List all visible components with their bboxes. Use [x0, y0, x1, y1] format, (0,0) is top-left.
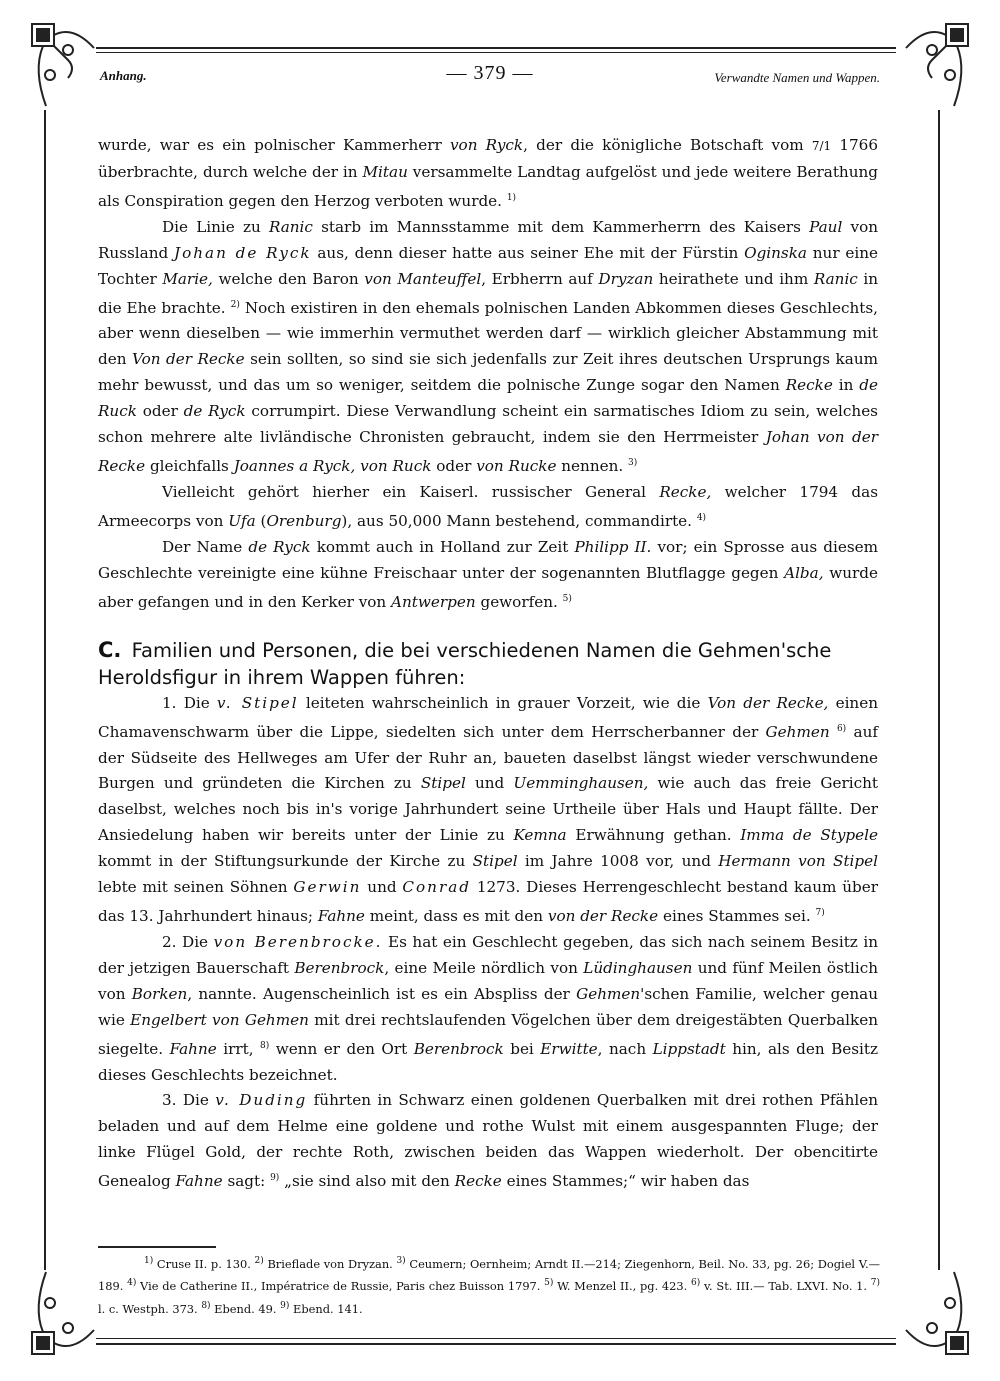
- text-run: 'schen Familie, welcher genau wie: [98, 984, 878, 1029]
- text-run: 1. Die: [162, 693, 217, 712]
- section-letter: C.: [98, 637, 122, 662]
- italic-text: de Ryck: [248, 537, 311, 556]
- italic-text: Dryzan: [598, 269, 654, 288]
- spaced-name: Johan de Ryck: [174, 243, 312, 262]
- paragraph: [98, 215, 878, 480]
- text-run: wurde aber gefangen und in den Kerker von: [98, 563, 878, 611]
- italic-text: von Rucke: [476, 457, 557, 476]
- spaced-name: v. Stipel: [216, 693, 299, 712]
- page-number: — 379 —: [446, 62, 534, 84]
- text-run: Ebend. 49.: [210, 1301, 281, 1316]
- section-heading: [98, 637, 878, 691]
- text-run: hin, als den Besitz dieses Geschlechts bezeichnet.: [98, 1039, 878, 1084]
- text-run: Vielleicht gehört hierher ein Kaiserl. russischer General: [162, 482, 660, 501]
- italic-text: Von der Recke,: [707, 693, 829, 712]
- text-run: aus, denn dieser hatte aus seiner Ehe mit der Fürstin: [311, 243, 745, 262]
- italic-text: Von der Recke: [132, 350, 245, 369]
- italic-text: von Manteuffel: [364, 269, 482, 288]
- header-right: Verwandte Namen und Wappen.: [714, 70, 880, 85]
- text-run: meint, dass es mit den: [364, 907, 548, 925]
- text-run: nennen.: [556, 457, 629, 476]
- text-run: Vie de Catherine II., Impératrice de Russie, Paris chez Buisson 1797.: [136, 1279, 545, 1294]
- italic-text: Berenbrock: [413, 1039, 504, 1058]
- text-run: welcher 1794 das Armeecorps von: [98, 482, 878, 530]
- text-run: sein sollten, so sind sie sich jedenfalls zur Zeit ihres deutschen Ursprungs kaum mehr bewusst, und das um so weniger, seitdem die polnische Zunge sogar den Namen: [98, 350, 878, 395]
- footnotes: [98, 1252, 880, 1319]
- footnote-ref: 7): [815, 907, 825, 918]
- paragraph: [98, 691, 878, 930]
- italic-text: Engelbert von Gehmen: [130, 1010, 309, 1029]
- italic-text: de Ryck: [183, 402, 246, 421]
- fraction: 7/1: [811, 139, 832, 153]
- italic-text: Ufa: [228, 511, 256, 530]
- italic-text: Hermann von Stipel: [718, 852, 878, 871]
- italic-text: Joannes a Ryck, von Ruck: [233, 457, 432, 476]
- text-run: oder: [136, 402, 184, 421]
- italic-text: Antwerpen: [391, 592, 476, 611]
- footnote-ref: 4): [127, 1278, 137, 1289]
- italic-text: von Ryck: [449, 136, 524, 154]
- ornament-corner-top-right: [902, 20, 972, 110]
- spaced-name: v. Duding: [215, 1091, 308, 1110]
- footnote-ref: 1): [144, 1256, 154, 1266]
- footnote-ref: 2): [230, 299, 240, 310]
- text-run: 2. Die: [162, 932, 214, 951]
- text-run: und: [465, 774, 514, 793]
- frame-top-rule: [96, 47, 896, 49]
- italic-text: Erwitte: [540, 1039, 598, 1058]
- italic-text: Fahne: [317, 907, 365, 925]
- footnote-ref: 6): [691, 1278, 701, 1289]
- text-run: und fünf Meilen östlich von: [98, 958, 878, 1003]
- italic-text: Ranic: [268, 217, 313, 236]
- footnote-ref: 4): [696, 512, 707, 523]
- ornament-corner-bottom-left: [28, 1268, 98, 1358]
- text-run: eines Stammes sei.: [658, 907, 816, 925]
- text-run: wurde, war es ein polnischer Kammerherr: [98, 136, 450, 154]
- text-run: geworfen.: [475, 592, 563, 611]
- italic-text: Oginska: [744, 243, 807, 262]
- paragraph: [98, 133, 878, 215]
- italic-text: Stipel: [472, 852, 518, 871]
- text-run: Erwähnung gethan.: [566, 826, 741, 845]
- text-run: bei: [503, 1039, 541, 1058]
- italic-text: Gehmen: [765, 722, 830, 741]
- section-heading-text: Familien und Personen, die bei verschiedenen Namen die Gehmen'sche Heroldsfigur in ihrem Wappen führen:: [98, 638, 832, 689]
- text-run: vor; ein Sprosse aus diesem Geschlechte vereinigte eine kühne Freischaar unter der sogenannten Blutflagge gegen: [98, 537, 879, 582]
- ornament-corner-top-left: [28, 20, 98, 110]
- italic-text: Marie,: [162, 269, 213, 288]
- text-run: sagt:: [222, 1172, 271, 1191]
- page-body: [98, 133, 878, 1195]
- text-run: in die Ehe brachte.: [98, 269, 879, 317]
- italic-text: von der Recke: [547, 907, 659, 925]
- text-run: Die Linie zu: [162, 217, 269, 236]
- italic-text: Lüdinghausen: [583, 958, 693, 977]
- text-run: ), aus 50,000 Mann bestehend, commandirte.: [341, 511, 697, 530]
- paragraph: [98, 480, 878, 535]
- text-run: (: [255, 511, 267, 530]
- text-run: auf der Südseite des Hellweges am Ufer der Ruhr an, baueten daselbst längst wieder verschwundene Burgen und gründeten die Kirchen zu: [98, 722, 878, 793]
- italic-text: Imma de Stypele: [740, 826, 878, 845]
- text-run: von Russland: [98, 217, 879, 262]
- italic-text: de Ruck: [98, 376, 879, 421]
- text-run: 3. Die: [162, 1091, 216, 1110]
- frame-bottom-rule-thin: [96, 1338, 896, 1339]
- italic-text: Berenbrock: [294, 958, 385, 977]
- text-run: Noch existiren in den ehemals polnischen Landen Abkommen dieses Geschlechts, aber wenn dieselben — wie immerhin vermuthet werden darf — wirklich gleicher Abstammung mit den: [98, 298, 878, 369]
- italic-text: Recke,: [659, 482, 712, 501]
- footnote-ref: 5): [544, 1278, 554, 1289]
- text-run: führten in Schwarz einen goldenen Querbalken mit drei rothen Pfählen beladen und auf dem Helme eine goldene und rothe Wulst mit einem ausgespannten Fluge; der linke Flügel Gold, der rechte Roth, zwischen beiden das Wappen wiederholt. Der obencitirte Genealog: [98, 1091, 878, 1191]
- italic-text: Orenburg: [266, 511, 342, 530]
- text-run: wenn er den Ort: [269, 1039, 414, 1058]
- frame-top-rule-thin: [96, 52, 896, 53]
- italic-text: Stipel: [420, 774, 466, 793]
- text-run: versammelte Landtag aufgelöst und jede weitere Berathung als Conspiration gegen den Herzog verboten wurde.: [98, 162, 878, 210]
- text-run: im Jahre 1008 vor, und: [517, 852, 719, 871]
- text-run: oder: [431, 457, 477, 476]
- spaced-name: Conrad: [402, 878, 471, 897]
- footnote-ref: 1): [506, 192, 517, 203]
- text-run: gleichfalls: [145, 457, 234, 476]
- paragraph: [98, 1088, 878, 1195]
- spaced-name: von Berenbrocke.: [213, 932, 383, 951]
- text-run: Ceumern; Oernheim; Arndt II.—214; Ziegenhorn, Beil. No. 33, pg. 26; Dogiel V.—189.: [98, 1256, 880, 1294]
- text-run: irrt,: [216, 1039, 260, 1058]
- text-run: Brieflade von Dryzan.: [263, 1256, 397, 1271]
- italic-text: Kemna: [513, 826, 567, 845]
- footnote-ref: 9): [270, 1173, 280, 1184]
- text-run: kommt auch in Holland zur Zeit: [310, 537, 575, 556]
- text-run: v. St. III.— Tab. LXVI. No. 1.: [700, 1279, 871, 1294]
- ornament-corner-bottom-right: [902, 1268, 972, 1358]
- text-run: , nannte. Augenscheinlich ist es ein Abspliss der: [187, 984, 577, 1003]
- footnote-ref: 7): [870, 1278, 881, 1289]
- italic-text: Lippstadt: [652, 1039, 726, 1058]
- italic-text: Johan von der Recke: [98, 428, 878, 476]
- text-run: nur eine Tochter: [98, 243, 878, 288]
- text-run: welche den Baron: [212, 269, 365, 288]
- spaced-name: Gerwin: [293, 878, 362, 897]
- italic-text: Fahne: [175, 1172, 223, 1191]
- text-run: Der Name: [162, 537, 249, 556]
- text-run: , eine Meile nördlich von: [384, 958, 584, 977]
- footnote-ref: 6): [836, 723, 847, 734]
- text-run: l. c. Westph. 373.: [98, 1301, 202, 1316]
- footnote-ref: 5): [562, 593, 572, 604]
- text-run: , der die königliche Botschaft vom: [523, 136, 812, 154]
- text-run: und: [361, 878, 403, 897]
- paragraph: [98, 930, 878, 1089]
- frame-left-rule: [44, 110, 46, 1270]
- italic-text: Alba,: [784, 563, 824, 582]
- italic-text: Recke: [785, 376, 833, 395]
- header-left: Anhang.: [100, 68, 147, 83]
- text-run: „sie sind also mit den: [279, 1172, 455, 1191]
- text-run: in: [832, 376, 860, 395]
- paragraph: [98, 535, 878, 616]
- text-run: , nach: [597, 1039, 653, 1058]
- text-run: Ebend. 141.: [289, 1301, 363, 1316]
- text-run: kommt in der Stiftungsurkunde der Kirche zu: [98, 852, 473, 871]
- text-run: eines Stammes;“ wir haben das: [501, 1172, 750, 1191]
- text-run: mit drei rechtslaufenden Vögelchen über dem dreigestäbten Querbalken siegelte.: [98, 1010, 878, 1058]
- text-run: [830, 723, 837, 741]
- footnote-ref: 3): [628, 458, 638, 468]
- footnote-ref: 9): [280, 1300, 290, 1311]
- italic-text: Uemminghausen,: [513, 774, 649, 793]
- text-run: , Erbherrn auf: [481, 269, 599, 288]
- italic-text: Philipp II.: [574, 537, 652, 556]
- text-run: leiteten wahrscheinlich in grauer Vorzeit, wie die: [298, 693, 708, 712]
- text-run: 1766 überbrachte, durch welche der in: [98, 136, 878, 181]
- text-run: W. Menzel II., pg. 423.: [553, 1279, 691, 1294]
- italic-text: Gehmen: [576, 984, 641, 1003]
- text-run: heirathete und ihm: [653, 269, 814, 288]
- frame-right-rule: [938, 110, 940, 1270]
- italic-text: Mitau: [362, 162, 408, 181]
- italic-text: Ranic: [813, 269, 858, 288]
- footnote-ref: 8): [260, 1040, 270, 1051]
- text-run: corrumpirt. Diese Verwandlung scheint ein sarmatisches Idiom zu sein, welches schon mehrere alte livländische Chronisten gebraucht, indem sie den Herrmeister: [98, 402, 878, 447]
- footnote-ref: 2): [254, 1256, 264, 1266]
- text-run: Es hat ein Geschlecht gegeben, das sich nach seinem Besitz in der jetzigen Bauerschaft: [98, 932, 878, 977]
- footnote-ref: 8): [201, 1300, 211, 1311]
- text-run: Cruse II. p. 130.: [153, 1256, 255, 1271]
- text-run: 1273. Dieses Herrengeschlecht bestand kaum über das 13. Jahrhundert hinaus;: [98, 878, 878, 925]
- text-run: einen Chamavenschwarm über die Lippe, siedelten sich unter dem Herrscherbanner der: [98, 693, 878, 741]
- italic-text: Recke: [454, 1172, 502, 1191]
- footnote-text: [98, 1252, 880, 1319]
- footnote-rule: [98, 1246, 216, 1248]
- text-run: wie auch das freie Gericht daselbst, welches noch bis in's vorige Jahrhundert seine Urtheile über Hals und Haupt fällte. Der Ansiedelung haben wir bereits unter der Linie zu: [98, 774, 878, 845]
- text-run: starb im Mannsstamme mit dem Kammerherrn des Kaisers: [312, 217, 810, 236]
- frame-bottom-rule: [96, 1343, 896, 1345]
- text-run: lebte mit seinen Söhnen: [98, 878, 294, 897]
- footnote-ref: 3): [396, 1256, 406, 1266]
- running-header: [100, 64, 880, 88]
- italic-text: Fahne: [169, 1039, 217, 1058]
- italic-text: Borken: [131, 984, 188, 1003]
- italic-text: Paul: [809, 217, 843, 236]
